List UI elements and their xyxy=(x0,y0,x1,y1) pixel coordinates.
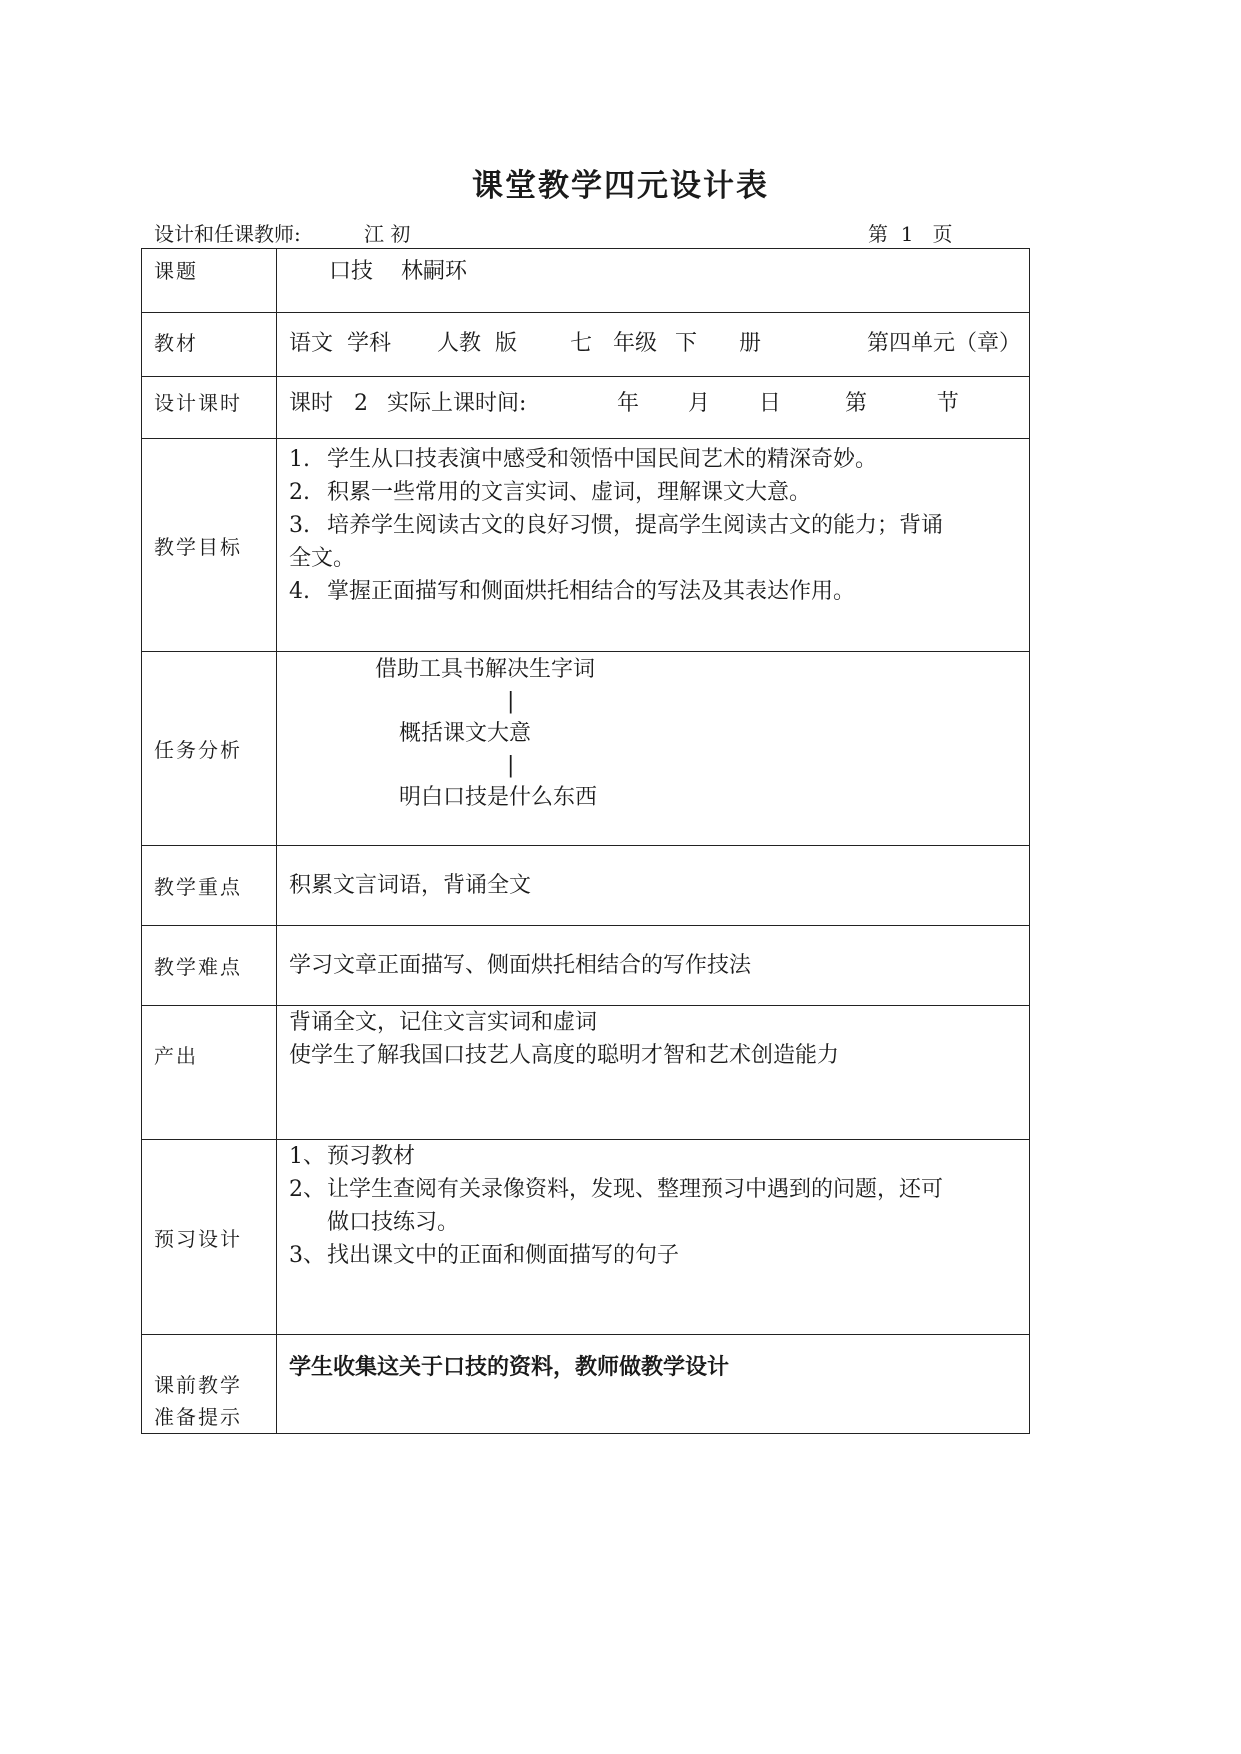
goals-label: 教学目标 xyxy=(142,439,277,652)
preview-text: 做口技练习。 xyxy=(327,1210,460,1235)
goal-text: 培养学生阅读古文的良好习惯，提高学生阅读古文的能力；背诵 xyxy=(327,513,944,538)
material-volume: 下 册 xyxy=(675,331,761,356)
goal-num: 2. xyxy=(289,480,310,505)
row-output xyxy=(142,1006,1030,1140)
row-goals xyxy=(142,439,1030,652)
material-label: 教材 xyxy=(142,313,277,377)
row-prep xyxy=(142,1335,1030,1434)
row-preview xyxy=(142,1140,1030,1335)
task-connector: | xyxy=(507,689,515,714)
hours-label: 设计课时 xyxy=(142,377,277,439)
design-table xyxy=(141,248,1030,1434)
task-step: 概括课文大意 xyxy=(399,721,532,746)
goal-num: 1. xyxy=(289,447,310,472)
hours-date: 年 月 日 xyxy=(617,391,781,416)
difficulty-value: 学习文章正面描写、侧面烘托相结合的写作技法 xyxy=(277,926,1030,1006)
row-hours xyxy=(142,377,1030,439)
teacher-name: 江 初 xyxy=(364,222,411,246)
preview-text: 找出课文中的正面和侧面描写的句子 xyxy=(327,1243,680,1268)
topic-text: 口技 林嗣环 xyxy=(329,259,467,284)
row-material xyxy=(142,313,1030,377)
output-line: 使学生了解我国口技艺人高度的聪明才智和艺术创造能力 xyxy=(289,1043,840,1068)
row-task xyxy=(142,652,1030,846)
goal-item xyxy=(289,443,1017,476)
material-value xyxy=(277,313,1030,377)
page-number: 第 1 页 xyxy=(868,222,953,246)
focus-label: 教学重点 xyxy=(142,846,277,926)
row-difficulty xyxy=(142,926,1030,1006)
material-edition: 人教 版 xyxy=(437,331,517,356)
goal-num: 4. xyxy=(289,579,310,604)
material-subject: 语文 学科 xyxy=(289,331,391,356)
topic-value xyxy=(277,249,1030,313)
goal-item xyxy=(289,476,1017,509)
prep-label-line: 准备提示 xyxy=(154,1405,242,1429)
goal-text: 全文。 xyxy=(289,546,356,571)
goal-item xyxy=(289,509,1017,542)
preview-text: 预习教材 xyxy=(327,1144,416,1169)
goal-item xyxy=(289,575,1017,608)
preview-num: 3、 xyxy=(289,1243,325,1268)
goal-text: 积累一些常用的文言实词、虚词，理解课文大意。 xyxy=(327,480,812,505)
output-line: 背诵全文，记住文言实词和虚词 xyxy=(289,1010,598,1035)
hours-value xyxy=(277,377,1030,439)
topic-label: 课题 xyxy=(142,249,277,313)
row-topic xyxy=(142,249,1030,313)
prep-value: 学生收集这关于口技的资料，教师做教学设计 xyxy=(277,1335,1030,1434)
hours-count: 课时 2 xyxy=(289,391,368,416)
preview-item xyxy=(289,1239,1017,1272)
goal-text: 学生从口技表演中感受和领悟中国民间艺术的精深奇妙。 xyxy=(327,447,878,472)
preview-num: 2、 xyxy=(289,1177,325,1202)
teacher-label: 设计和任课教师: xyxy=(154,222,301,246)
goals-list xyxy=(277,439,1030,652)
prep-label xyxy=(142,1335,277,1434)
preview-label: 预习设计 xyxy=(142,1140,277,1335)
output-label: 产出 xyxy=(142,1006,277,1140)
task-label: 任务分析 xyxy=(142,652,277,846)
task-connector: | xyxy=(507,753,515,778)
difficulty-label: 教学难点 xyxy=(142,926,277,1006)
preview-text: 让学生查阅有关录像资料，发现、整理预习中遇到的问题，还可 xyxy=(327,1177,944,1202)
prep-label-line: 课前教学 xyxy=(154,1373,242,1397)
preview-item xyxy=(289,1206,1017,1239)
goal-text: 掌握正面描写和侧面烘托相结合的写法及其表达作用。 xyxy=(327,579,856,604)
task-flow xyxy=(277,652,1030,846)
focus-value: 积累文言词语，背诵全文 xyxy=(277,846,1030,926)
goal-num: 3. xyxy=(289,513,310,538)
task-step: 明白口技是什么东西 xyxy=(399,785,598,810)
row-focus xyxy=(142,846,1030,926)
output-list xyxy=(277,1006,1030,1140)
task-step: 借助工具书解决生字词 xyxy=(375,657,596,682)
hours-time-label: 实际上课时间: xyxy=(387,391,527,416)
page-title: 课堂教学四元设计表 xyxy=(472,168,769,204)
preview-item xyxy=(289,1140,1017,1173)
preview-item xyxy=(289,1173,1017,1206)
preview-list xyxy=(277,1140,1030,1335)
material-unit: 第四单元（章） xyxy=(866,331,1021,356)
preview-num: 1、 xyxy=(289,1144,325,1169)
hours-period: 第 节 xyxy=(845,391,959,416)
goal-item xyxy=(289,542,1017,575)
material-grade: 七 年级 xyxy=(570,331,657,356)
